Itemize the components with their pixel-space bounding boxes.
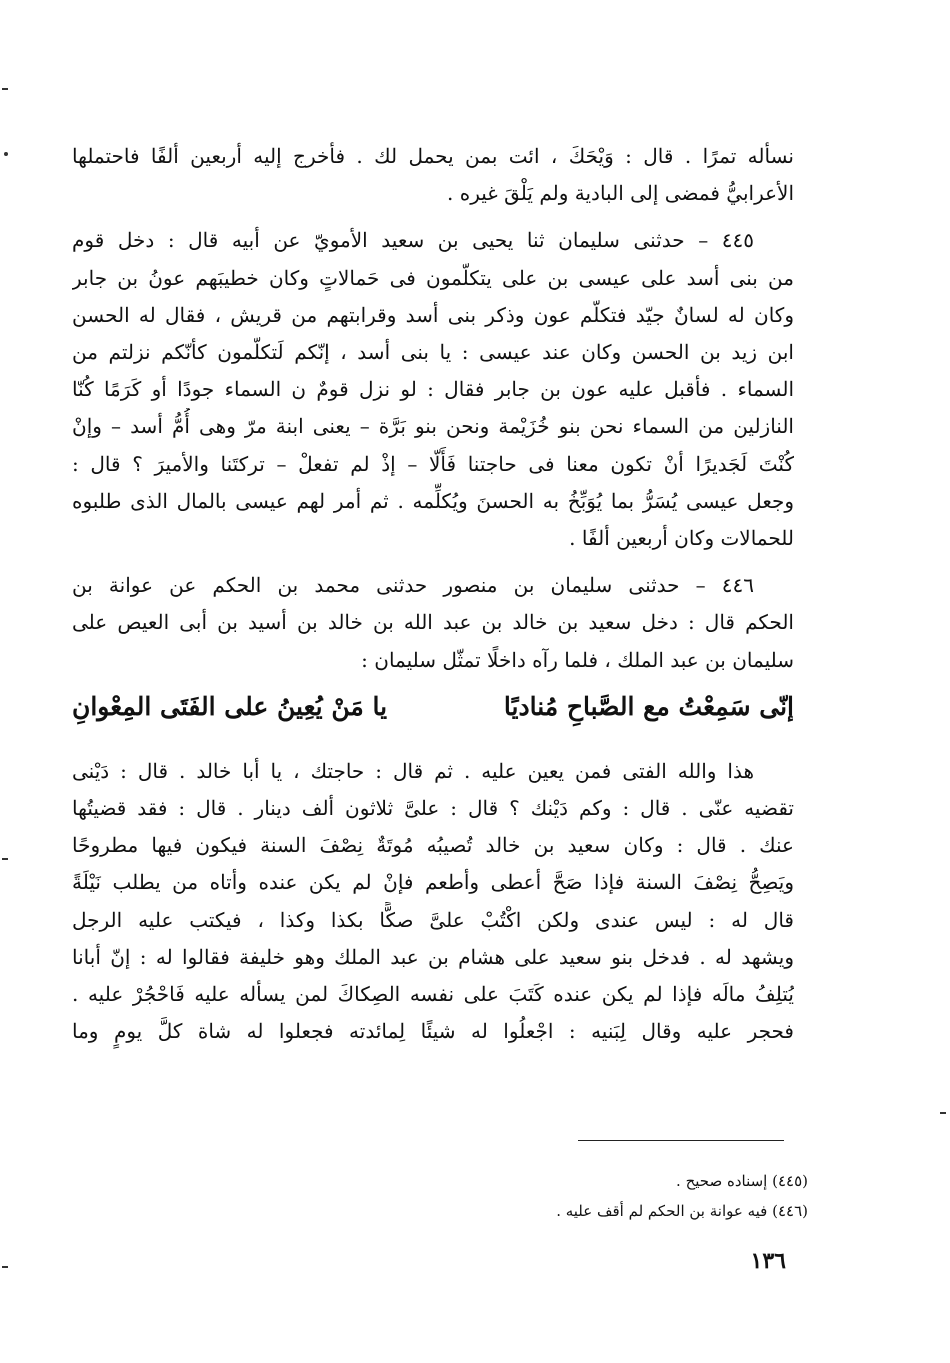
text-line: نسأله تمرًا . قال : وَيْحَكَ ، ائت بمن يحمل لك . فأخرج إليه أربعين ألفًا فاحتملها	[72, 144, 794, 168]
verse-second-hemistich: يا مَنْ يُعِينُ على الفَتَى المِعْوانِ	[72, 691, 388, 721]
verse-first-hemistich: إنّى سَمِعْتُ مع الصَّباحِ مُناديًا	[503, 691, 794, 721]
text-line: ويشهد له . فدخل بنو سعيد على هشام بن عبد الملك وهو خليفة فقالوا له : إنّ أبانا	[72, 944, 794, 969]
page-number: ١٣٦	[750, 1248, 786, 1274]
text-line: ابن زيد بن الحسن وكان عند عيسى : يا بنى أسد ، إنّكم لَتكلّمون كأنّكم نزلتم من	[72, 340, 794, 365]
footnotes	[556, 1166, 808, 1226]
text-line: فحجر عليه وقال لِبَنيه : اجْعلُوا له شيئًا لِمائدته فجعلوا له شاة كلَّ يومٍ وما	[72, 1019, 794, 1044]
text-line: عنك . قال : وكان سعيد بن خالد تُصيبُه مُوتَةٌ نِصْفَ السنة فيكون فيها مطروحًا	[72, 833, 794, 858]
text-line: وكان له لسانٌ جيّد فتكلّم عون وذكر بنى أسد وقرابتهم من قريش ، فقال له الحسن	[72, 302, 794, 327]
text-line: تقضيه عنّى . قال : وكم دَيْنك ؟ قال : علىَّ ثلاثون ألف دينار . قال : فقد قضيتُها	[72, 796, 794, 821]
text-line: الأعرابيُّ فمضى إلى البادية ولم يَلْقَ غيره .	[447, 181, 794, 206]
text-line: النازلين من السماء نحن بنو خُزَيْمة ونحن بنو بَرَّة – يعنى ابنة مرّ وهى أُمُّ أسد – وإنْ	[72, 414, 794, 439]
text-line: للحمالات وكان أربعين ألفًا .	[569, 526, 794, 551]
main-text	[72, 138, 794, 1050]
text-line: وجعل عيسى يُسَرُّ بما يُوَبِّخُ به الحسنَ ويُكلِّمه . ثم أمر لهم عيسى بالمال الذى طلبوه	[72, 488, 794, 513]
text-line: كُنْتَ لَجَديرًا أنْ تكون معنا فى حاجتنا فَأَلّا – إذْ لم تفعلْ – تركتَنا والأميرَ ؟ قال :	[72, 451, 794, 476]
text-line: هذا والله الفتى فمن يعين عليه . ثم قال : حاجتك ، يا أبا خالد . قال : دَيْنى	[72, 758, 754, 783]
text-line: الحكم قال : دخل سعيد بن خالد بن عبد الله بن خالد بن أسيد بن أبى العيص على	[72, 610, 794, 635]
text-line: قال له : ليس عندى ولكن اكْتُبْ علىَّ صكًّا بكذا وكذا ، فيكتب عليه الرجل	[72, 907, 794, 932]
footnote: (٤٤٦) فيه عوانة بن الحكم لم أقف عليه .	[556, 1202, 808, 1220]
text-line: ٤٤٦ – حدثنى سليمان بن منصور حدثنى محمد بن الحكم عن عوانة بن	[72, 573, 754, 598]
poetry-verse	[72, 683, 794, 731]
footnote-separator	[578, 1140, 784, 1141]
margin-mark-lower	[2, 1266, 8, 1268]
text-line: السماء . فأقبل عليه عون بن جابر فقال : لو نزل قومٌ ن السماء جودًا أو كَرَمًا كُنّا	[72, 377, 794, 402]
text-line: ويَصِحُّ نِصْفَ السنة فإذا صَحَّ أعطى وأطعم فإنْ لم يكن عنده وأتاه من يطلب نَيْلَةً	[72, 870, 794, 895]
margin-mark-top	[2, 88, 8, 90]
text-line: يُتلِفُ مالَه فإذا لم يكن عنده كَتَبَ على نفسه الصِكاكَ لمن يسأله عليه فَاحْجُرْ عليه .	[72, 982, 794, 1007]
text-line: سليمان بن عبد الملك ، فلما رآه داخلًا تمثّل سليمان :	[361, 647, 794, 672]
margin-mark-middle	[2, 858, 8, 860]
text-line: ٤٤٥ – حدثنى سليمان ثنا يحيى بن سعيد الأمويّ عن أبيه قال : دخل قوم	[72, 228, 754, 253]
margin-mark-right	[940, 1112, 946, 1114]
text-line: من بنى أسد على عيسى بن على يتكلّمون فى حَمالاتٍ وكان خطيبَهم عونُ بن جابر	[72, 265, 794, 290]
footnote: (٤٤٥) إسناده صحيح .	[676, 1172, 808, 1190]
margin-mark-dot	[4, 152, 8, 156]
